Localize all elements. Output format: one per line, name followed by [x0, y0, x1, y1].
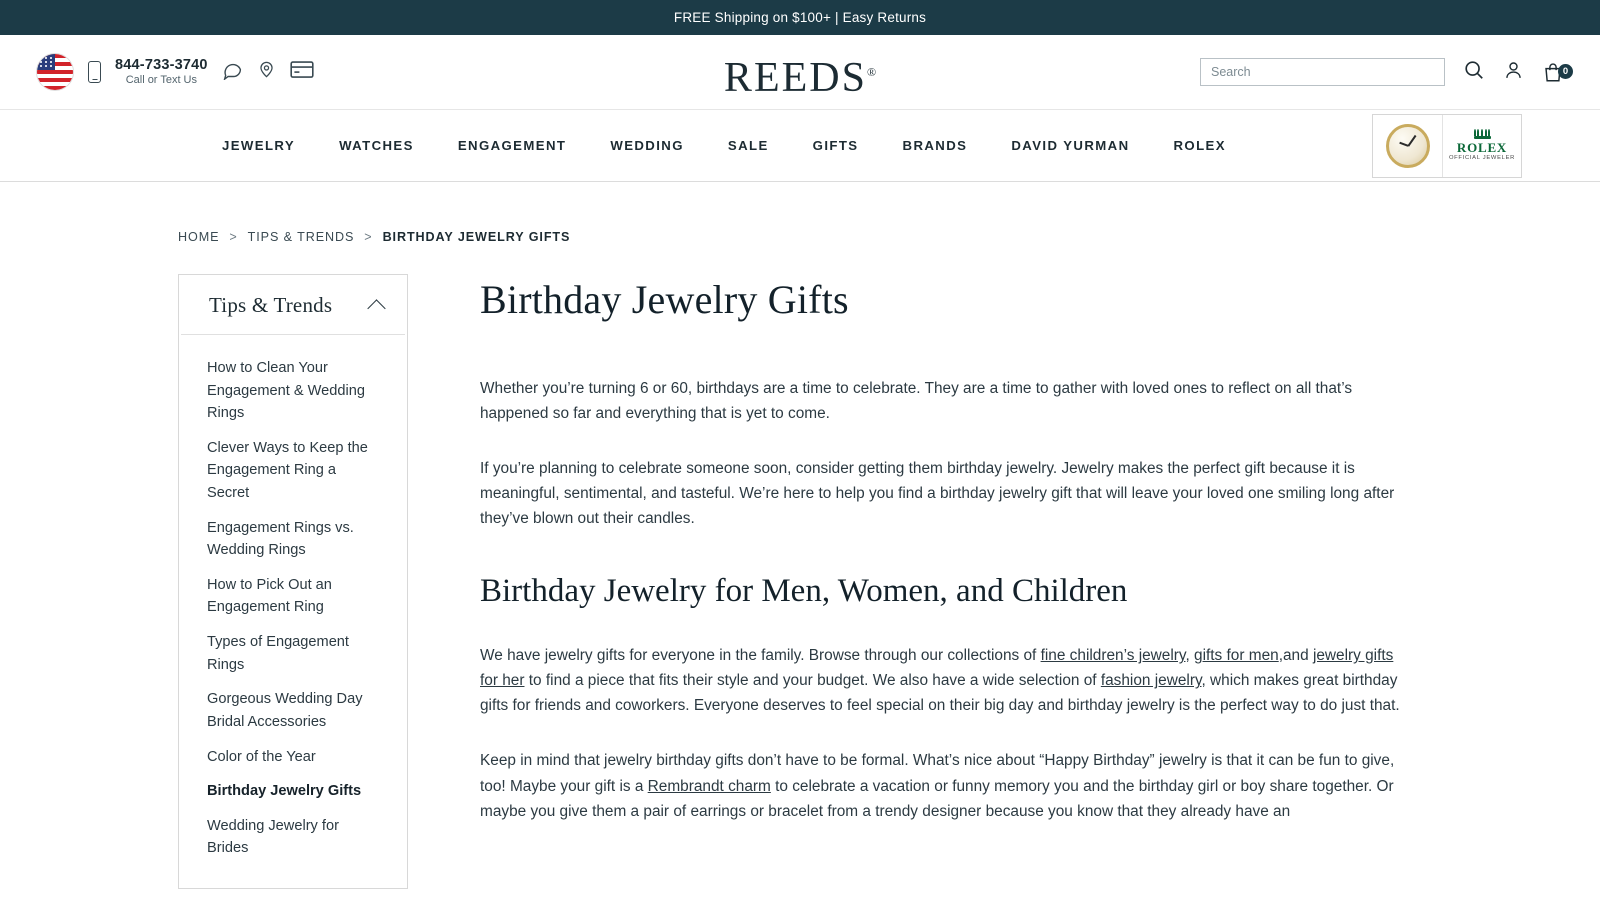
sidebar-list [179, 335, 407, 888]
article-subheading: Birthday Jewelry for Men, Women, and Children [480, 572, 1128, 609]
sidebar-item-ring-secret[interactable]: Clever Ways to Keep the Engagement Ring a Secret [207, 439, 368, 502]
p3-text-b: , [1185, 647, 1195, 665]
map-pin-icon[interactable] [257, 59, 276, 85]
article-paragraph-3 [480, 643, 1400, 718]
sidebar [178, 274, 408, 889]
cart-button[interactable] [1542, 61, 1569, 84]
rolex-official-jeweler-badge[interactable] [1443, 115, 1521, 177]
logo-text: REEDS [723, 55, 867, 101]
page-title: Birthday Jewelry Gifts [480, 277, 849, 322]
us-flag-icon[interactable] [36, 53, 74, 91]
promo-text: FREE Shipping on $100+ | Easy Returns [673, 10, 927, 25]
rolex-badge-group[interactable] [1372, 114, 1522, 178]
search-box[interactable] [1200, 58, 1445, 86]
chevron-up-icon[interactable] [367, 299, 385, 317]
nav-items [0, 138, 1226, 153]
link-jewelry-gifts-for-her[interactable]: jewelry gifts for her [480, 647, 1394, 690]
sidebar-item-types-engagement-rings[interactable]: Types of Engagement Rings [207, 634, 349, 673]
promo-banner [0, 0, 1600, 35]
rolex-watch-icon[interactable] [1373, 115, 1443, 177]
link-fine-childrens-jewelry[interactable]: fine children’s jewelry [1040, 647, 1186, 665]
sidebar-header[interactable] [181, 275, 405, 335]
article-paragraph-1: Whether you’re turning 6 or 60, birthdays are a time to celebrate. They are a time to gather with loved ones to reflect on all that’s happened so far and everything that is yet to come. [480, 380, 1353, 423]
sidebar-item-birthday-jewelry-gifts[interactable]: Birthday Jewelry Gifts [207, 783, 362, 800]
nav-item-david-yurman[interactable]: DAVID YURMAN [1011, 138, 1130, 153]
p3-text-c: ,and [1278, 647, 1313, 665]
header-left-group [36, 53, 314, 91]
rolex-name: ROLEX [1456, 140, 1508, 156]
breadcrumb-item-home[interactable]: HOME [178, 230, 220, 244]
nav-item-gifts[interactable]: GIFTS [812, 138, 859, 153]
breadcrumb-separator: > [364, 230, 373, 244]
cart-count-badge: 0 [1558, 64, 1573, 79]
sidebar-item-clean-rings[interactable]: How to Clean Your Engagement & Wedding Rings [207, 360, 365, 422]
sidebar-item-bridal-accessories[interactable]: Gorgeous Wedding Day Bridal Accessories [207, 691, 363, 730]
chat-bubble-icon[interactable] [222, 59, 243, 85]
p4-text-b: to celebrate a vacation or funny memory you and the birthday girl or boy share together. Or maybe you give them a pair of earrings or bracelet from a trendy designer because you know that they already have an [480, 777, 1394, 820]
breadcrumb-item-current: BIRTHDAY JEWELRY GIFTS [382, 230, 571, 244]
article [480, 274, 1400, 889]
nav-item-engagement[interactable]: ENGAGEMENT [457, 138, 567, 153]
p3-text-a: We have jewelry gifts for everyone in the family. Browse through our collections of [480, 647, 1041, 665]
phone-block[interactable] [115, 57, 208, 86]
link-fashion-jewelry[interactable]: fashion jewelry [1100, 672, 1202, 690]
sidebar-item-color-of-the-year[interactable]: Color of the Year [207, 748, 316, 765]
sidebar-item-pick-engagement-ring[interactable]: How to Pick Out an Engagement Ring [207, 576, 332, 616]
sidebar-title: Tips & Trends [209, 293, 333, 317]
search-icon[interactable] [1463, 59, 1485, 86]
article-paragraph-4 [480, 748, 1400, 823]
site-header [0, 35, 1600, 110]
breadcrumb-item-tips-trends[interactable]: TIPS & TRENDS [247, 230, 355, 244]
breadcrumb-separator: > [229, 230, 238, 244]
nav-item-jewelry[interactable]: JEWELRY [222, 138, 296, 153]
article-paragraph-2: If you’re planning to celebrate someone soon, consider getting them birthday jewelry. Jewelry makes the perfect gift because it is meaningful, sentimental, and tasteful. We’re here to help you find a birthday jewelry gift that will leave your loved one smiling long after they’ve blown out their candles. [480, 460, 1395, 528]
search-input[interactable] [1209, 64, 1436, 80]
phone-subtext: Call or Text Us [125, 74, 198, 87]
nav-item-brands[interactable]: BRANDS [902, 138, 968, 153]
breadcrumb [0, 182, 1600, 244]
page-content [0, 244, 1600, 889]
nav-item-watches[interactable]: WATCHES [339, 138, 414, 153]
rolex-crown-icon [1474, 129, 1491, 139]
link-gifts-for-men[interactable]: gifts for men [1194, 647, 1279, 665]
main-navigation [0, 110, 1600, 182]
credit-card-icon[interactable] [290, 60, 314, 84]
link-rembrandt-charm[interactable]: Rembrandt charm [647, 777, 771, 795]
header-right-group [1200, 58, 1569, 86]
sidebar-item-engagement-vs-wedding[interactable]: Engagement Rings vs. Wedding Rings [207, 519, 354, 559]
p3-text-d: to find a piece that fits their style and your budget. We also have a wide selection of [524, 672, 1101, 690]
phone-number[interactable]: 844-733-3740 [115, 57, 208, 74]
p4-text-a: Keep in mind that jewelry birthday gifts don’t have to be formal. What’s nice about “Happy Birthday” jewelry is that it can be fun to give, too! Maybe your gift is a [480, 752, 1395, 795]
user-account-icon[interactable] [1503, 59, 1524, 86]
rolex-subtitle: OFFICIAL JEWELER [1448, 155, 1516, 162]
p3-text-e: , which makes great birthday gifts for friends and coworkers. Everyone deserves to feel special on their big day and birthday jewelry is the perfect way to do just that. [480, 672, 1400, 715]
mobile-phone-icon [88, 61, 101, 83]
logo-registered-mark: ® [866, 65, 877, 79]
site-logo[interactable] [724, 48, 876, 102]
nav-item-rolex[interactable]: ROLEX [1173, 138, 1226, 153]
sidebar-item-wedding-jewelry-brides[interactable]: Wedding Jewelry for Brides [207, 817, 339, 857]
nav-item-sale[interactable]: SALE [727, 138, 769, 153]
nav-item-wedding[interactable]: WEDDING [610, 138, 684, 153]
